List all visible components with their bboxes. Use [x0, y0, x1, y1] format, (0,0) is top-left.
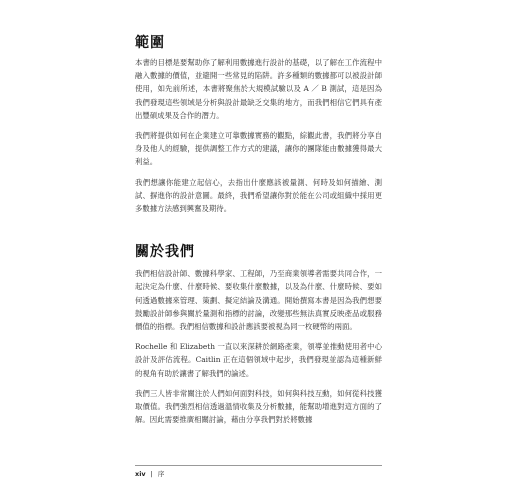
- page-number: xiv: [135, 470, 146, 478]
- paragraph: 我們將提供如何在企業建立可靠數據實務的觀點，綜觀此書，我們將分享自身及他人的經驗，提供調整工作方式的建議，讓你的團隊能由數據獲得最大利益。: [135, 131, 382, 167]
- footer-separator: |: [150, 470, 153, 478]
- paragraph: 我們三人皆非常關注於人們如何面對科技，如何與科技互動，如何從科技獲取價值。我們強烈相信透過溫情收集及分析數據，能幫助增進對這方面的了解。因此需要推廣相關討論，藉由分享我們對於將數據: [135, 388, 382, 425]
- section-heading-about: 關於我們: [135, 244, 195, 261]
- paragraph: 本書的目標是要幫助你了解利用數據進行設計的基礎，以了解在工作流程中融入數據的價值，並避開一些常見的陷阱。許多種類的數據都可以被設計師使用，如先前所述，本書將聚焦於大規模試驗以及 A ／ B 測試，這是因為我們發現這些領域是分析與設計最缺乏交集的地方，而我們相信它們具有產出豐碩成果及合作的潛力。: [135, 58, 382, 120]
- section-heading-scope: 範圍: [135, 35, 165, 51]
- about-section: [135, 243, 382, 426]
- paragraph: 我們想讓你能建立起信心，去指出什麼應該被量測、何時及如何描繪、測試、摒進你的設計意圖。最終，我們希望讓你對於能在公司或組織中採用更多數據方法感到興奮及期待。: [135, 177, 382, 214]
- paragraph: Rochelle 和 Elizabeth 一直以來深耕於網路產業，領導並推動使用者中心設計及評估流程。Caitlin 正在這個領域中起步，我們發現並認為這種新鮮的視角有助於讓書了解我們的論述。: [135, 342, 382, 378]
- paragraph: 我們相信設計師、數據科學家、工程師，乃至商業領導者需要共同合作，一起決定為什麼、什麼時候、要收集什麼數據，以及為什麼、什麼時候、要如何透過數據來管理、策劃、擬定結論及溝通。開始撰寫本書是因為我們想要鼓勵設計師參與關於量測和指標的討論，改變那些無法真實反映產品或服務價值的指標。我們相信數據和設計應該要被視為同一枚硬幣的兩面。: [135, 269, 382, 332]
- scope-section: [135, 34, 382, 215]
- footer-section-title: 序: [157, 470, 165, 478]
- page-content: [135, 34, 382, 433]
- page-footer: [135, 465, 382, 479]
